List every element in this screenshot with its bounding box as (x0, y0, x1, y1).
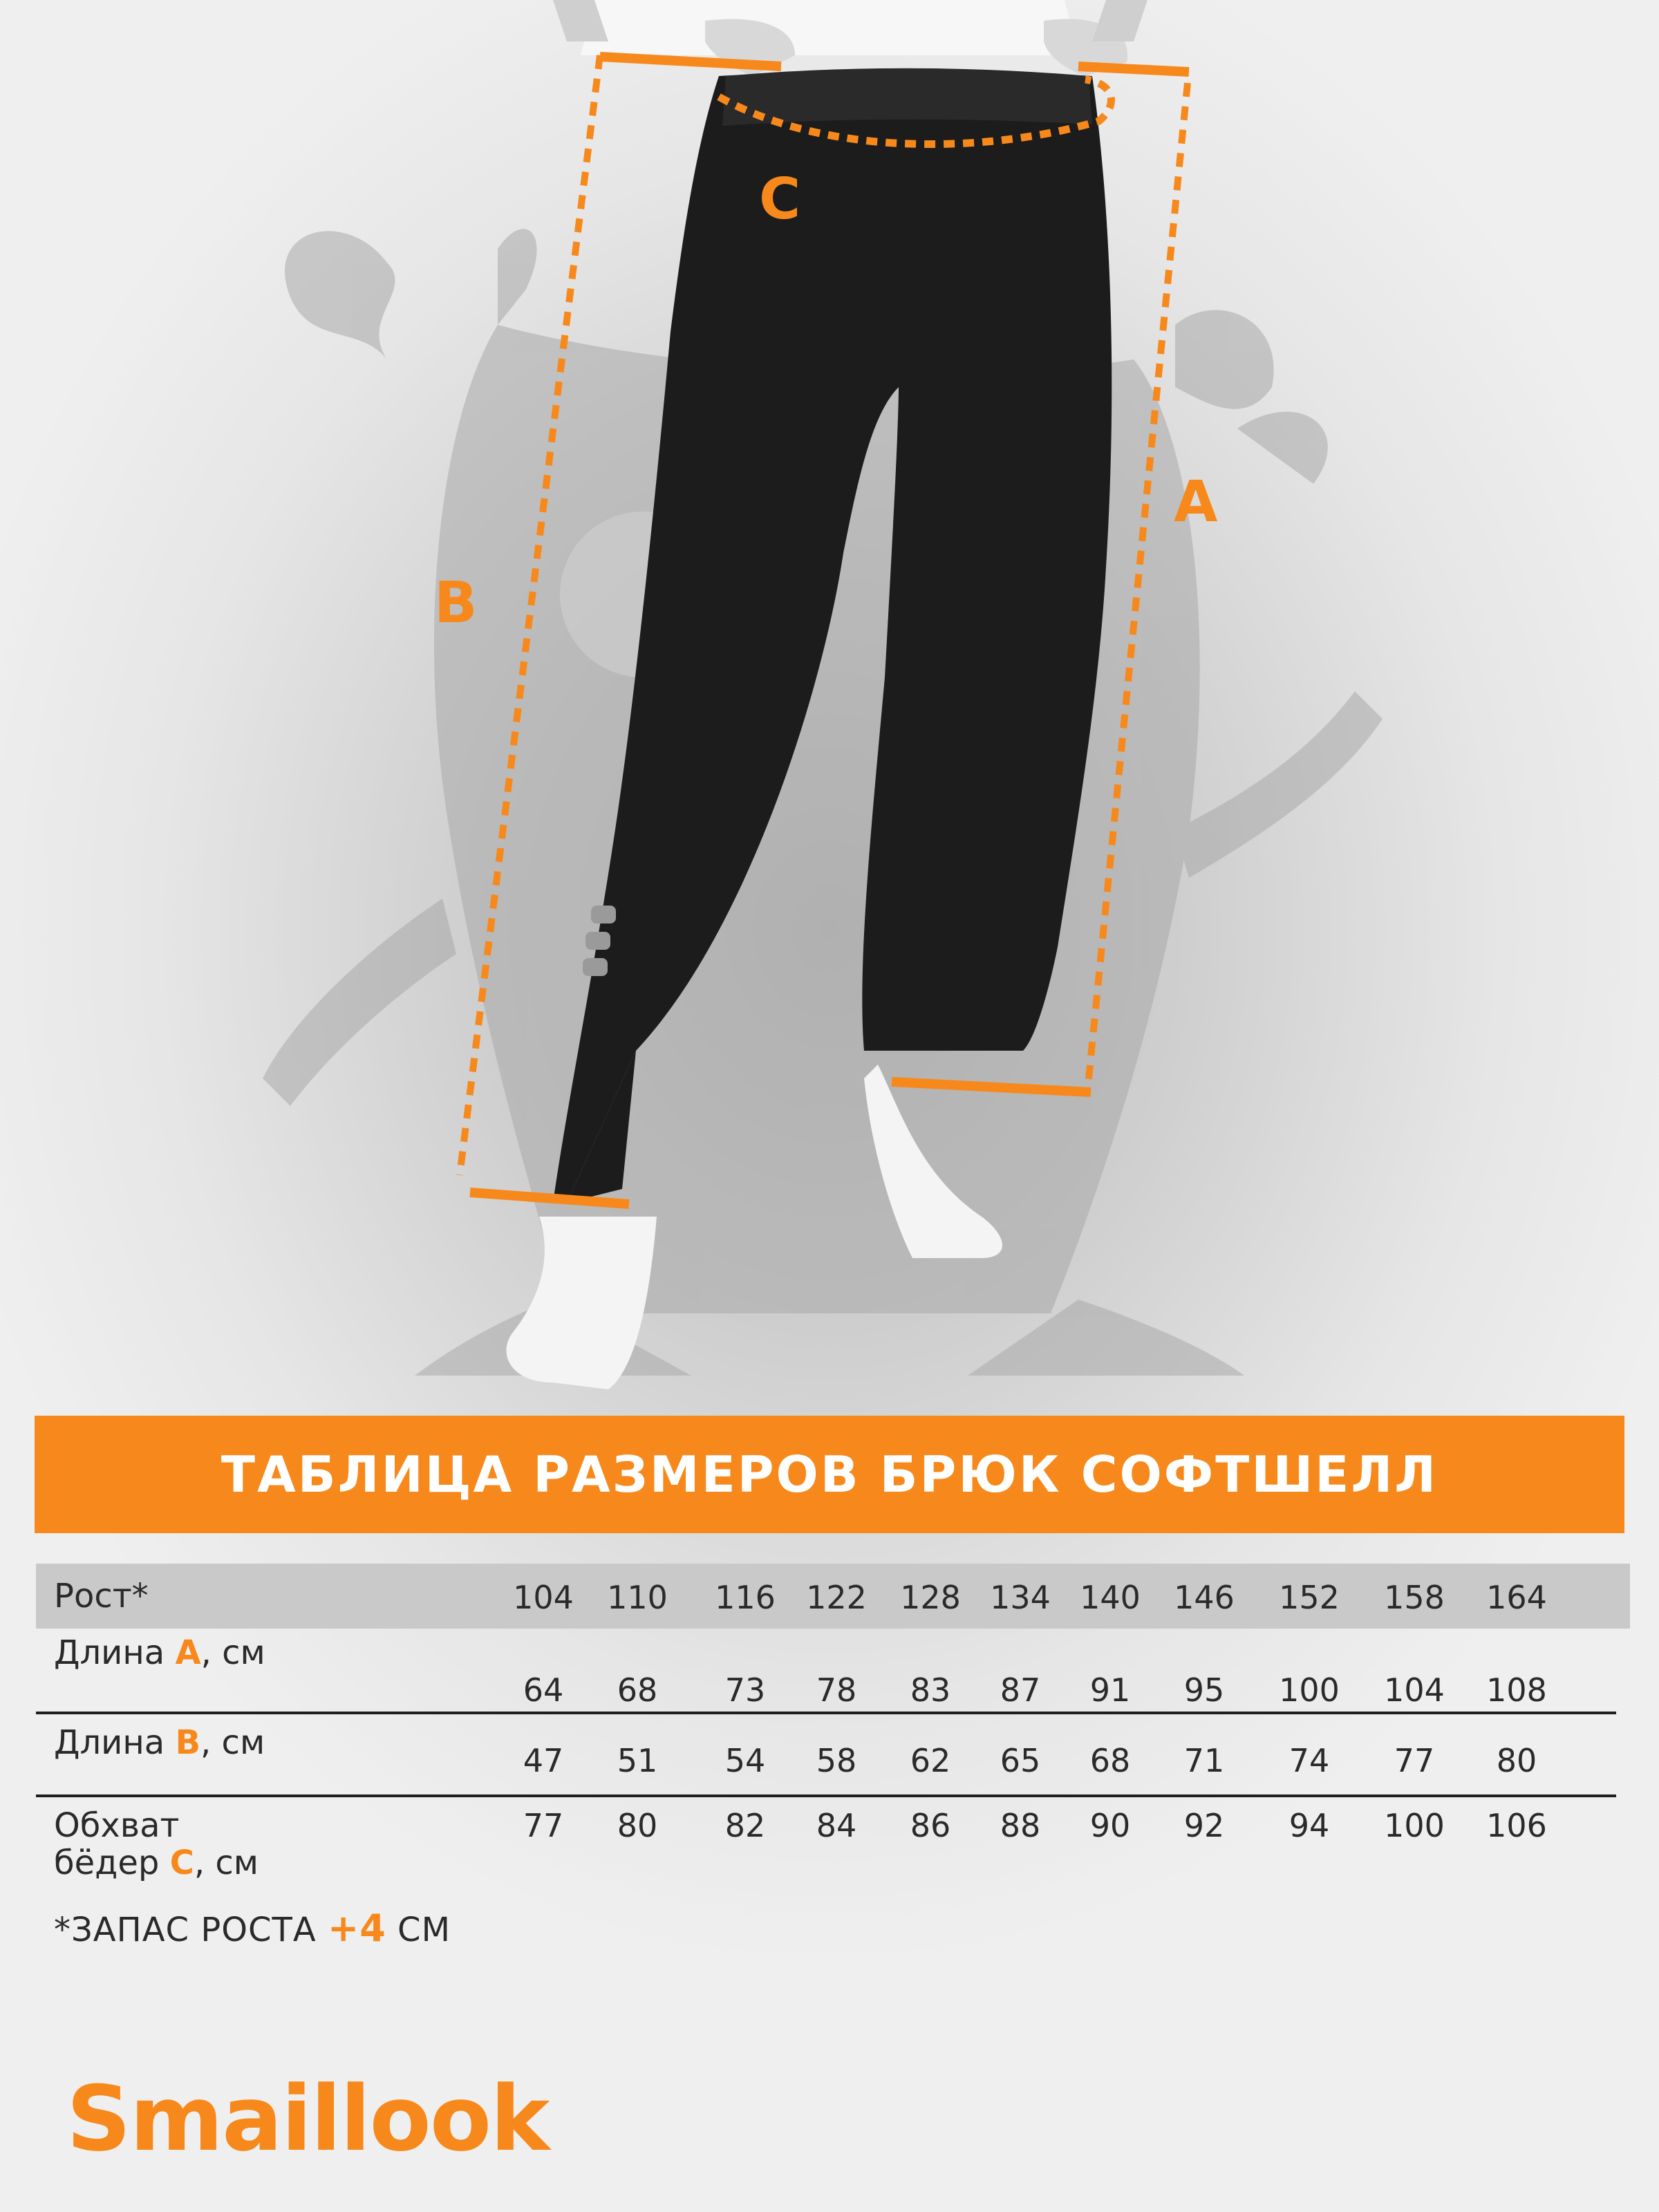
height-cell: 110 (607, 1579, 668, 1616)
size-chart-banner (35, 1416, 1624, 1533)
height-cell: 116 (715, 1579, 776, 1616)
label-b: B (434, 570, 478, 636)
hip-c-cell: 90 (1089, 1807, 1131, 1844)
height-label: Рост* (54, 1577, 149, 1615)
size-chart-title: ТАБЛИЦА РАЗМЕРОВ БРЮК СОФТШЕЛЛ (221, 1445, 1438, 1503)
height-cell: 146 (1174, 1579, 1235, 1616)
length-a-cell: 100 (1279, 1671, 1340, 1709)
length-b-label: Длина В, см (54, 1723, 265, 1762)
length-a-cell: 83 (910, 1671, 951, 1709)
height-cell: 158 (1384, 1579, 1445, 1616)
table-row-length-a (36, 1629, 1630, 1712)
brand-logo-text: Smaillook (66, 2066, 549, 2171)
length-a-cell: 87 (1000, 1671, 1041, 1709)
label-a: A (1174, 469, 1218, 535)
hip-c-cell: 77 (523, 1807, 564, 1844)
waistband (722, 68, 1092, 126)
size-table (36, 1564, 1630, 1888)
height-cell: 140 (1080, 1579, 1141, 1616)
height-cell: 128 (900, 1579, 961, 1616)
length-a-cell: 95 (1183, 1671, 1225, 1709)
top-right-bar (1078, 66, 1189, 72)
growth-allowance-note: *ЗАПАС РОСТА +4 СМ (54, 1906, 451, 1950)
height-cell: 134 (990, 1579, 1051, 1616)
table-row-hip-c (36, 1794, 1616, 1887)
hip-c-cell: 92 (1183, 1807, 1225, 1844)
height-cell: 122 (806, 1579, 867, 1616)
length-b-cell: 62 (910, 1742, 951, 1779)
length-b-cell: 71 (1183, 1742, 1225, 1779)
length-b-cell: 65 (1000, 1742, 1041, 1779)
brand-logo (66, 2067, 549, 2171)
hip-c-cell: 88 (1000, 1807, 1041, 1844)
hip-c-cell: 100 (1384, 1807, 1445, 1844)
length-a-cell: 104 (1384, 1671, 1445, 1709)
hip-c-cell: 94 (1288, 1807, 1330, 1844)
length-b-cell: 58 (816, 1742, 857, 1779)
length-a-cell: 73 (724, 1671, 766, 1709)
length-a-cell: 108 (1486, 1671, 1547, 1709)
length-a-cell: 78 (816, 1671, 857, 1709)
shirt (581, 0, 1078, 55)
hip-c-cell: 82 (724, 1807, 766, 1844)
length-b-cell: 51 (617, 1742, 658, 1779)
length-a-cell: 64 (523, 1671, 564, 1709)
table-row-length-b (36, 1712, 1616, 1797)
height-cell: 104 (513, 1579, 574, 1616)
length-b-cell: 77 (1394, 1742, 1435, 1779)
height-cell: 152 (1279, 1579, 1340, 1616)
length-b-cell: 47 (523, 1742, 564, 1779)
length-b-cell: 54 (724, 1742, 766, 1779)
length-a-label: Длина А, см (54, 1633, 265, 1672)
hip-c-cell: 80 (617, 1807, 658, 1844)
table-header-row (36, 1564, 1630, 1629)
length-b-cell: 74 (1288, 1742, 1330, 1779)
hip-c-cell: 86 (910, 1807, 951, 1844)
length-b-cell: 80 (1496, 1742, 1537, 1779)
length-a-cell: 68 (617, 1671, 658, 1709)
length-a-cell: 91 (1089, 1671, 1131, 1709)
hip-c-label: Обхват бёдер С, см (54, 1806, 259, 1882)
length-b-cell: 68 (1089, 1742, 1131, 1779)
hip-c-cell: 84 (816, 1807, 857, 1844)
label-c: C (759, 167, 801, 232)
height-cell: 164 (1486, 1579, 1547, 1616)
hip-c-cell: 106 (1486, 1807, 1547, 1844)
